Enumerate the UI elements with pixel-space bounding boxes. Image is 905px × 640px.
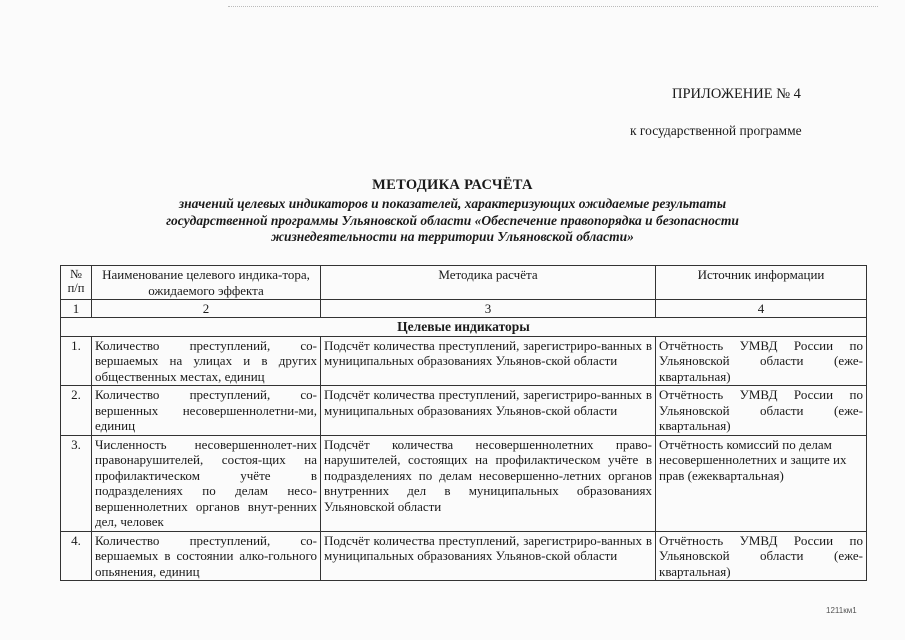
column-number-3: 3 xyxy=(321,300,656,318)
subtitle-line-3: жизнедеятельности на территории Ульяновской области» xyxy=(271,229,634,244)
subtitle-line-2: государственной программы Ульяновской области «Обеспечение правопорядка и безопасности xyxy=(166,212,739,228)
column-number-4: 4 xyxy=(656,300,867,318)
information-source: Отчётность комиссий по делам несовершеннолетних и защите их прав (ежеквартальная) xyxy=(656,435,867,531)
row-number: 4. xyxy=(61,531,92,581)
page-stamp: 1211км1 xyxy=(826,606,857,615)
column-header-name: Наименование целевого индика-тора, ожидаемого эффекта xyxy=(92,266,321,300)
column-number-row xyxy=(61,300,867,318)
document-title: МЕТОДИКА РАСЧЁТА xyxy=(372,177,533,193)
table-header-row xyxy=(61,266,867,300)
row-number: 3. xyxy=(61,435,92,531)
calculation-method: Подсчёт количества несовершеннолетних право-нарушителей, состоящих на профилактическом учёте в подразделениях по делам несовершенно-летних органов внутренних дел в муниципальных образованиях Ульяновской области xyxy=(321,435,656,531)
column-number-2: 2 xyxy=(92,300,321,318)
row-number: 1. xyxy=(61,336,92,386)
section-row xyxy=(61,318,867,337)
column-number-1: 1 xyxy=(61,300,92,318)
indicators-table xyxy=(60,265,867,581)
information-source: Отчётность УМВД России по Ульяновской области (еже-квартальная) xyxy=(656,531,867,581)
subtitle-line-1: значений целевых индикаторов и показателей, характеризующих ожидаемые результаты xyxy=(178,196,727,211)
appendix-label: ПРИЛОЖЕНИЕ № 4 xyxy=(672,86,801,102)
indicator-name: Численность несовершеннолет-них правонарушителей, состоя-щих на профилактическом учёте в подразделениях по делам несо-вершеннолетних органов внут-ренних дел, человек xyxy=(92,435,321,531)
indicator-name: Количество преступлений, со-вершаемых в состоянии алко-гольного опьянения, единиц xyxy=(92,531,321,581)
table-row xyxy=(61,386,867,436)
row-number: 2. xyxy=(61,386,92,436)
column-header-method: Методика расчёта xyxy=(321,266,656,300)
table-row xyxy=(61,435,867,531)
table-row xyxy=(61,336,867,386)
section-heading: Целевые индикаторы xyxy=(61,318,867,337)
document-subtitle xyxy=(100,196,805,246)
calculation-method: Подсчёт количества преступлений, зарегистриро-ванных в муниципальных образованиях Ульянов-ской области xyxy=(321,336,656,386)
information-source: Отчётность УМВД России по Ульяновской области (еже-квартальная) xyxy=(656,386,867,436)
calculation-method: Подсчёт количества преступлений, зарегистриро-ванных в муниципальных образованиях Ульянов-ской области xyxy=(321,531,656,581)
indicator-name: Количество преступлений, со-вершенных несовершеннолетни-ми, единиц xyxy=(92,386,321,436)
appendix-subtitle: к государственной программе xyxy=(630,123,802,138)
table-row xyxy=(61,531,867,581)
indicator-name: Количество преступлений, со-вершаемых на улицах и в других общественных местах, единиц xyxy=(92,336,321,386)
calculation-method: Подсчёт количества преступлений, зарегистриро-ванных в муниципальных образованиях Ульянов-ской области xyxy=(321,386,656,436)
information-source: Отчётность УМВД России по Ульяновской области (еже-квартальная) xyxy=(656,336,867,386)
column-header-number: № п/п xyxy=(61,266,92,300)
scan-artifact-line xyxy=(228,6,878,8)
column-header-source: Источник информации xyxy=(656,266,867,300)
